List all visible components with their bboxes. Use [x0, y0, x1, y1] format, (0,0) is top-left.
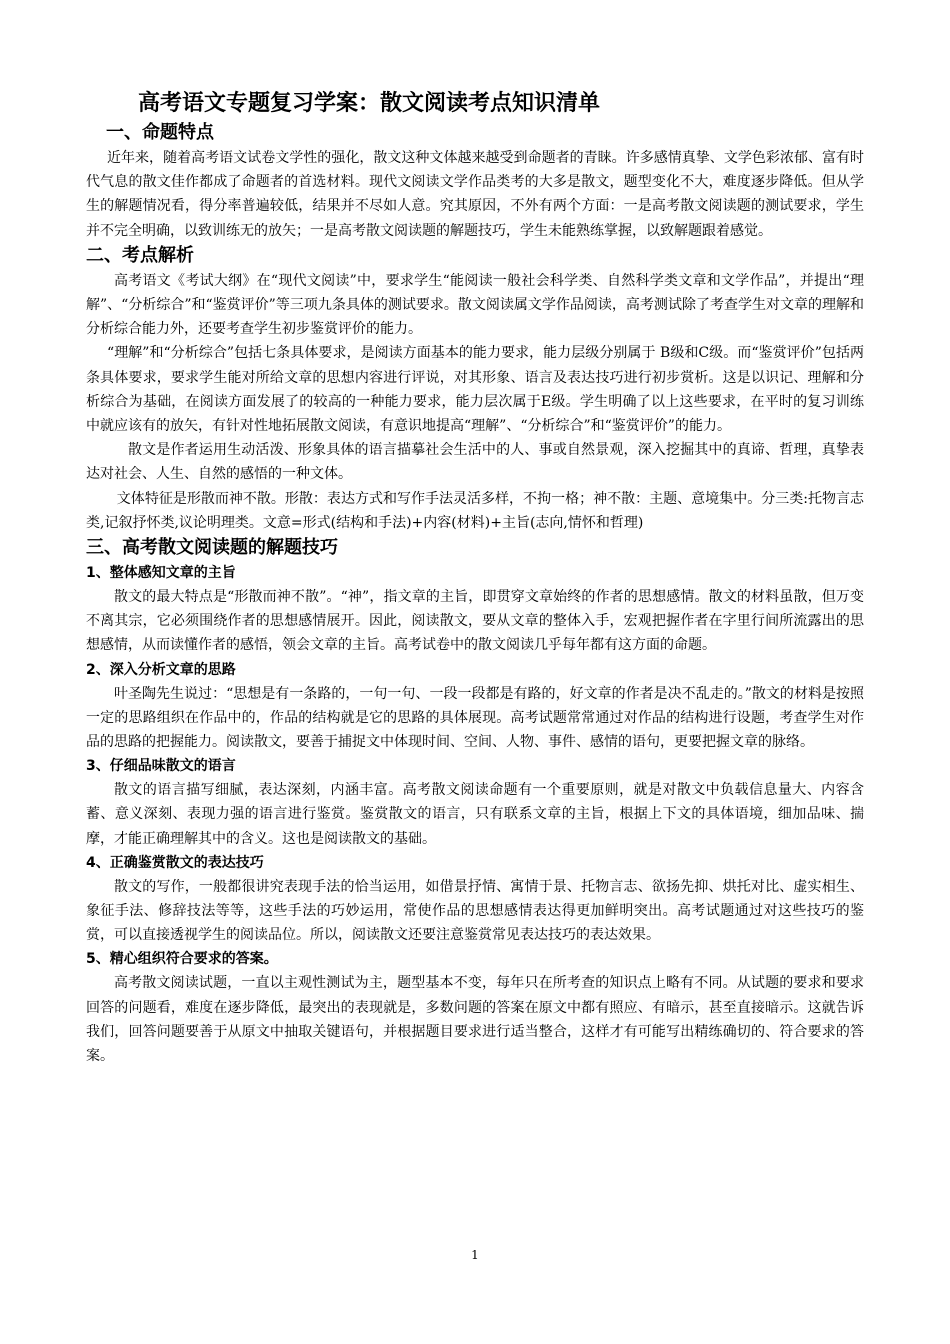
section-heading-1: 一、命题特点 [106, 122, 214, 143]
paragraph: 高考散文阅读试题，一直以主观性测试为主，题型基本不变，每年只在所考查的知识点上略有不同。从试题的要求和要求回答的问题看，难度在逐步降低，最突出的表现就是，多数问题的答案在原文中都有照应、有暗示，甚至直接暗示。这就告诉我们，回答问题要善于从原文中抽取关键语句，并根据题目要求进行适当整合，这样才有可能写出精练确切的、符合要求的答案。 [86, 975, 864, 1065]
paragraph: 散文的最大特点是“形散而神不散”。“神”，指文章的主旨，即贯穿文章始终的作者的思想感情。散文的材料虽散，但万变不离其宗，它必须围绕作者的思想感情展开。因此，阅读散文，要从文章的整体入手，宏观把握作者在字里行间所流露出的思想感情，从而读懂作者的感悟，领会文章的主旨。高考试卷中的散文阅读几乎每年都有这方面的命题。 [86, 589, 864, 654]
subsection-heading: 2、深入分析文章的思路 [86, 661, 236, 678]
document-body [86, 88, 864, 1068]
subsection-heading: 1、整体感知文章的主旨 [86, 565, 236, 582]
paragraph: 散文的写作，一般都很讲究表现手法的恰当运用，如借景抒情、寓情于景、托物言志、欲扬先抑、烘托对比、虚实相生、象征手法、修辞技法等等，这些手法的巧妙运用，常使作品的思想感情表达得更加鲜明突出。高考试题通过对这些技巧的鉴赏，可以直接透视学生的阅读品位。所以，阅读散文还要注意鉴赏常见表达技巧的表达效果。 [86, 878, 864, 944]
paragraph: “理解”和“分析综合”包括七条具体要求，是阅读方面基本的能力要求，能力层级分别属于 B级和C级。而“鉴赏评价”包括两条具体要求，要求学生能对所给文章的思想内容进行评说，对其形象、语言及表达技巧进行初步赏析。这是以识记、理解和分析综合为基础，在阅读方面发展了的较高的一种能力要求，能力层次属于E级。学生明确了以上这些要求，在平时的复习训练中就应该有的放矢，有针对性地拓展散文阅读，有意识地提高“理解”、“分析综合”和“鉴赏评价”的能力。 [86, 345, 864, 435]
section-heading-3: 三、高考散文阅读题的解题技巧 [86, 537, 338, 559]
page-number: 1 [471, 1248, 479, 1262]
paragraph: 高考语文《考试大纲》在“现代文阅读”中，要求学生“能阅读一般社会科学类、自然科学类文章和文学作品”，并提出“理解”、“分析综合”和“鉴赏评价”等三项九条具体的测试要求。散文阅读属文学作品阅读，高考测试除了考查学生对文章的理解和分析综合能力外，还要考查学生初步鉴赏评价的能力。 [86, 272, 864, 338]
section-heading-2: 二、考点解析 [86, 244, 194, 266]
paragraph: 叶圣陶先生说过：“思想是有一条路的，一句一句、一段一段都是有路的，好文章的作者是决不乱走的。”散文的材料是按照一定的思路组织在作品中的，作品的结构就是它的思路的具体展现。高考试题常常通过对作品的结构进行设题，考查学生对作品的思路的把握能力。阅读散文，要善于捕捉文中体现时间、空间、人物、事件、感情的语句，更要把握文章的脉络。 [86, 685, 864, 751]
subsection-heading: 3、仔细品味散文的语言 [86, 758, 236, 775]
paragraph: 文体特征是形散而神不散。形散：表达方式和写作手法灵活多样，不拘一格；神不散：主题、意境集中。分三类:托物言志类,记叙抒怀类,议论明理类。文意=形式(结构和手法)+内容(材料)+主旨(志向,情怀和哲理) [86, 490, 864, 531]
subsection-heading: 5、精心组织符合要求的答案。 [86, 951, 278, 968]
paragraph: 近年来，随着高考语文试卷文学性的强化，散文这种文体越来越受到命题者的青睐。许多感情真挚、文学色彩浓郁、富有时代气息的散文佳作都成了命题者的首选材料。现代文阅读文学作品类考的大多是散文，题型变化不大，难度逐步降低。但从学生的解题情况看，得分率普遍较低，结果并不尽如人意。究其原因，不外有两个方面：一是高考散文阅读题的测试要求，学生并不完全明确，以致训练无的放矢；一是高考散文阅读题的解题技巧，学生未能熟练掌握，以致解题跟着感觉。 [86, 150, 864, 239]
paragraph: 散文是作者运用生动活泼、形象具体的语言描摹社会生活中的人、事或自然景观，深入挖掘其中的真谛、哲理，真挚表达对社会、人生、自然的感悟的一种文体。 [86, 442, 864, 483]
paragraph: 散文的语言描写细腻，表达深刻，内涵丰富。高考散文阅读命题有一个重要原则，就是对散文中负载信息量大、内容含蓄、意义深刻、表现力强的语言进行鉴赏。鉴赏散文的语言，只有联系文章的主旨，根据上下文的具体语境，细加品味、揣摩，才能正确理解其中的含义。这也是阅读散文的基础。 [86, 782, 864, 847]
document-title: 高考语文专题复习学案：散文阅读考点知识清单 [138, 91, 601, 116]
subsection-heading: 4、正确鉴赏散文的表达技巧 [86, 854, 264, 871]
